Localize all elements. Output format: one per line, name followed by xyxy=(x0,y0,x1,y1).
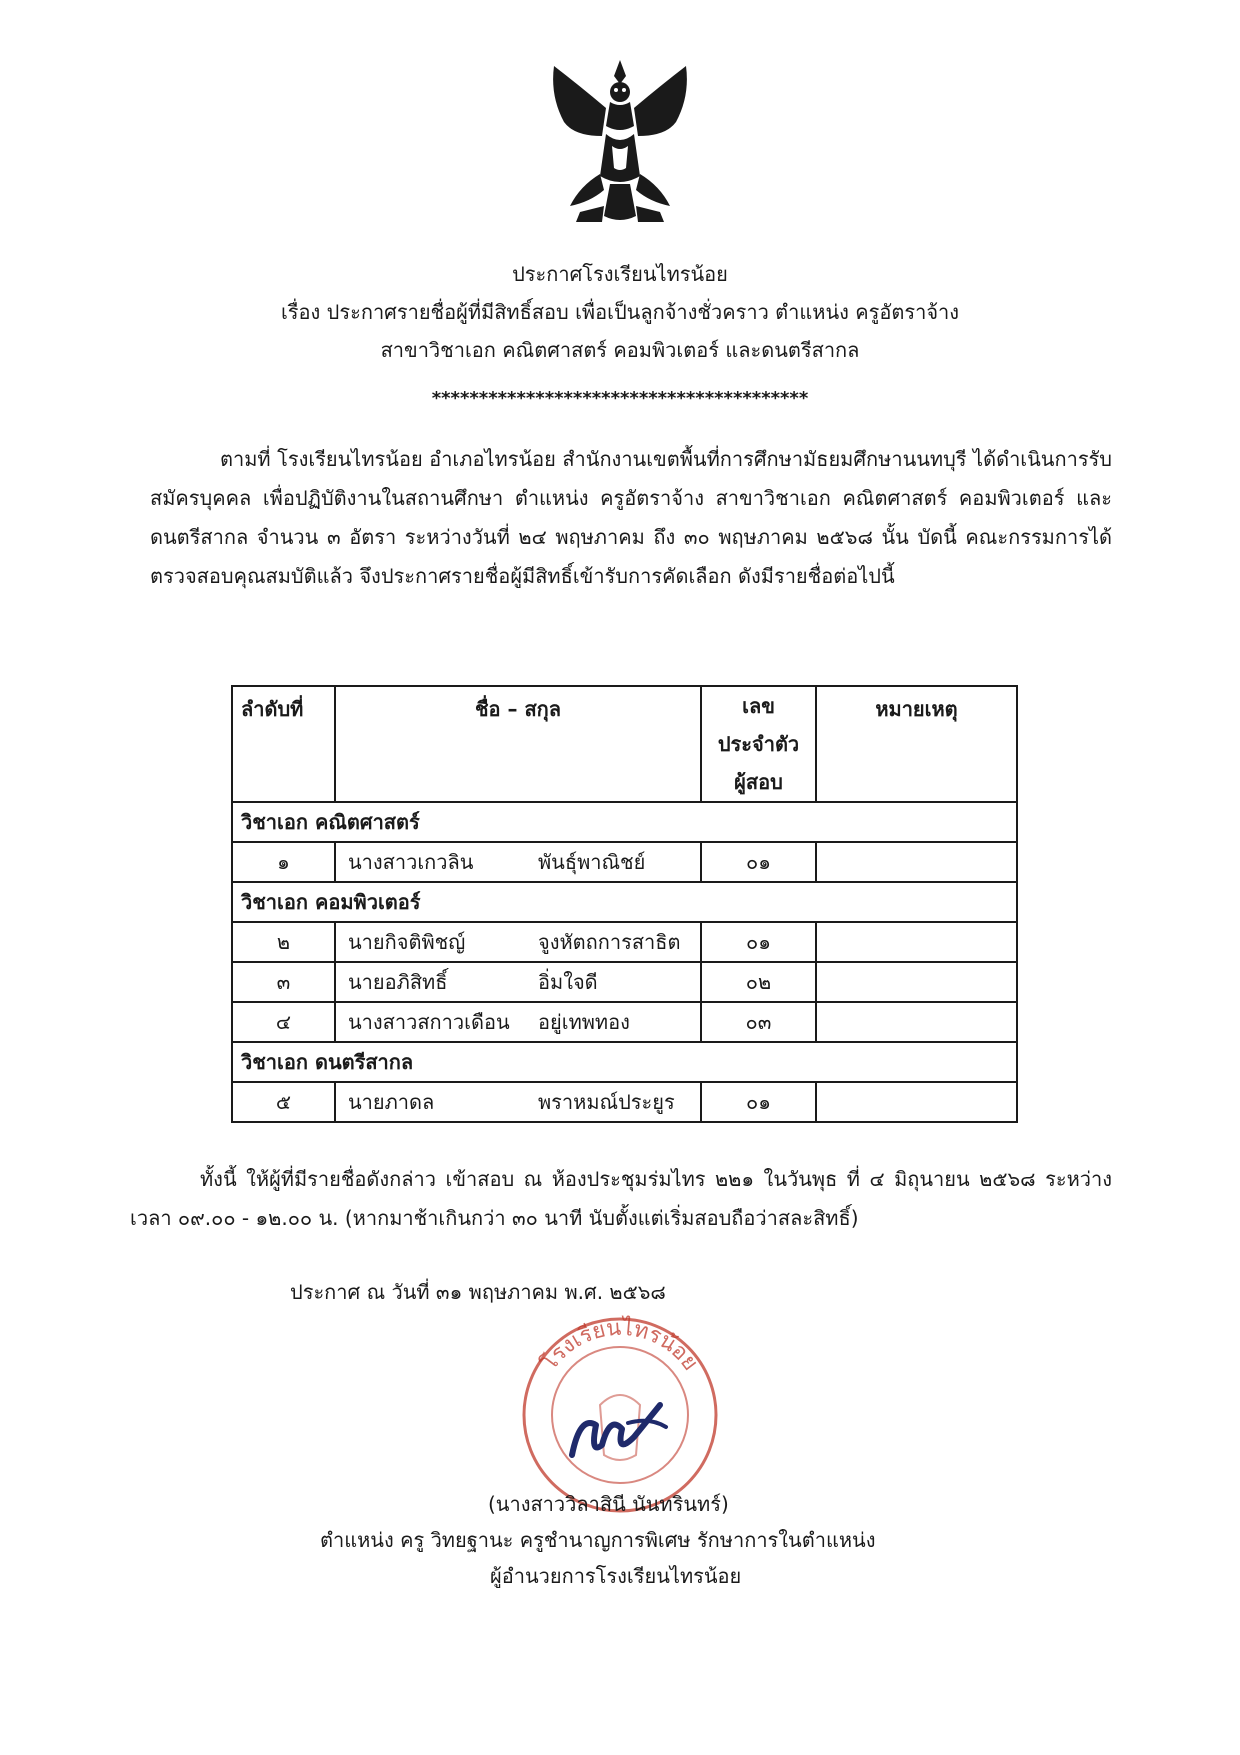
announce-date: ประกาศ ณ วันที่ ๓๑ พฤษภาคม พ.ศ. ๒๕๖๘ xyxy=(290,1280,666,1304)
cell-code: ๐๓ xyxy=(701,1002,816,1042)
cell-last-name: พันธุ์พาณิชย์ xyxy=(538,850,646,874)
cell-first-name: นางสาวเกวลิน xyxy=(348,850,474,874)
cell-last-name: อิ่มใจดี xyxy=(538,970,598,994)
header-order: ลำดับที่ xyxy=(232,686,335,802)
cell-first-name: นางสาวสกาวเดือน xyxy=(348,1010,510,1034)
announcement-subject-line2: สาขาวิชาเอก คณิตศาสตร์ คอมพิวเตอร์ และดนตรีสากล xyxy=(380,338,860,362)
cell-name xyxy=(335,842,701,882)
group-row xyxy=(232,1042,1017,1082)
table-header-row xyxy=(232,686,1017,802)
signatory-office: ผู้อำนวยการโรงเรียนไทรน้อย xyxy=(490,1564,742,1588)
cell-remark xyxy=(816,962,1017,1002)
cell-order: ๕ xyxy=(232,1082,335,1122)
group-row xyxy=(232,802,1017,842)
header-code-line2: ประจำตัว xyxy=(717,732,800,756)
announcement-title: ประกาศโรงเรียนไทรน้อย xyxy=(512,262,728,286)
separator-stars: **************************************** xyxy=(431,388,809,409)
cell-first-name: นายอภิสิทธิ์ xyxy=(348,970,448,994)
candidate-table xyxy=(231,685,1018,1123)
table-row xyxy=(232,842,1017,882)
header-name: ชื่อ – สกุล xyxy=(335,686,701,802)
cell-name xyxy=(335,1002,701,1042)
table-row xyxy=(232,962,1017,1002)
header-code-line1: เลข xyxy=(742,694,775,718)
stamp-text: โรงเรียนไทรน้อย xyxy=(537,1315,703,1376)
cell-remark xyxy=(816,1082,1017,1122)
cell-remark xyxy=(816,922,1017,962)
cell-last-name: อยู่เทพทอง xyxy=(538,1010,630,1034)
garuda-emblem-icon xyxy=(540,56,700,228)
cell-last-name: พราหมณ์ประยูร xyxy=(538,1090,675,1114)
header-remark: หมายเหตุ xyxy=(816,686,1017,802)
table-row xyxy=(232,1082,1017,1122)
group-label: วิชาเอก ดนตรีสากล xyxy=(232,1042,1017,1082)
group-label: วิชาเอก คณิตศาสตร์ xyxy=(232,802,1017,842)
group-row xyxy=(232,882,1017,922)
cell-code: ๐๑ xyxy=(701,922,816,962)
cell-order: ๓ xyxy=(232,962,335,1002)
cell-first-name: นายภาดล xyxy=(348,1090,435,1114)
cell-remark xyxy=(816,842,1017,882)
signatory-name: (นางสาววิลาสินี นันทรินทร์) xyxy=(488,1492,729,1516)
announcement-subject: เรื่อง ประกาศรายชื่อผู้ที่มีสิทธิ์สอบ เพื่อเป็นลูกจ้างชั่วคราว ตำแหน่ง ครูอัตราจ้าง xyxy=(280,300,960,324)
cell-code: ๐๑ xyxy=(701,1082,816,1122)
cell-first-name: นายกิจติพิชญ์ xyxy=(348,930,466,954)
table-row xyxy=(232,1002,1017,1042)
cell-code: ๐๑ xyxy=(701,842,816,882)
cell-name xyxy=(335,1082,701,1122)
svg-text:โรงเรียนไทรน้อย xyxy=(536,1315,703,1376)
group-label: วิชาเอก คอมพิวเตอร์ xyxy=(232,882,1017,922)
cell-order: ๑ xyxy=(232,842,335,882)
cell-remark xyxy=(816,1002,1017,1042)
cell-order: ๒ xyxy=(232,922,335,962)
intro-paragraph: ตามที่ โรงเรียนไทรน้อย อำเภอไทรน้อย สำนักงานเขตพื้นที่การศึกษามัธยมศึกษานนทบุรี ได้ดำเนินการรับสมัครบุคคล เพื่อปฏิบัติงานในสถานศึกษา ตำแหน่ง ครูอัตราจ้าง สาขาวิชาเอก คณิตศาสตร์ คอมพิวเตอร์ และดนตรีสากล จำนวน ๓ อัตรา ระหว่างวันที่ ๒๔ พฤษภาคม ถึง ๓๐ พฤษภาคม ๒๕๖๘ นั้น บัดนี้ คณะกรรมการได้ตรวจสอบคุณสมบัติแล้ว จึงประกาศรายชื่อผู้มีสิทธิ์เข้ารับการคัดเลือก ดังมีรายชื่อต่อไปนี้ xyxy=(150,447,1112,588)
header-code-line3: ผู้สอบ xyxy=(734,770,783,794)
signatory-position: ตำแหน่ง ครู วิทยฐานะ ครูชำนาญการพิเศษ รักษาการในตำแหน่ง xyxy=(320,1528,876,1552)
cell-code: ๐๒ xyxy=(701,962,816,1002)
cell-name xyxy=(335,962,701,1002)
closing-paragraph: ทั้งนี้ ให้ผู้ที่มีรายชื่อดังกล่าว เข้าสอบ ณ ห้องประชุมร่มไทร ๒๒๑ ในวันพุธ ที่ ๔ มิถุนายน ๒๕๖๘ ระหว่างเวลา ๐๙.๐๐ - ๑๒.๐๐ น. (หากมาช้าเกินกว่า ๓๐ นาที นับตั้งแต่เริ่มสอบถือว่าสละสิทธิ์) xyxy=(130,1167,1112,1230)
cell-order: ๔ xyxy=(232,1002,335,1042)
table-row xyxy=(232,922,1017,962)
cell-last-name: จูงหัตถการสาธิต xyxy=(538,930,681,954)
header-code xyxy=(701,686,816,802)
cell-name xyxy=(335,922,701,962)
